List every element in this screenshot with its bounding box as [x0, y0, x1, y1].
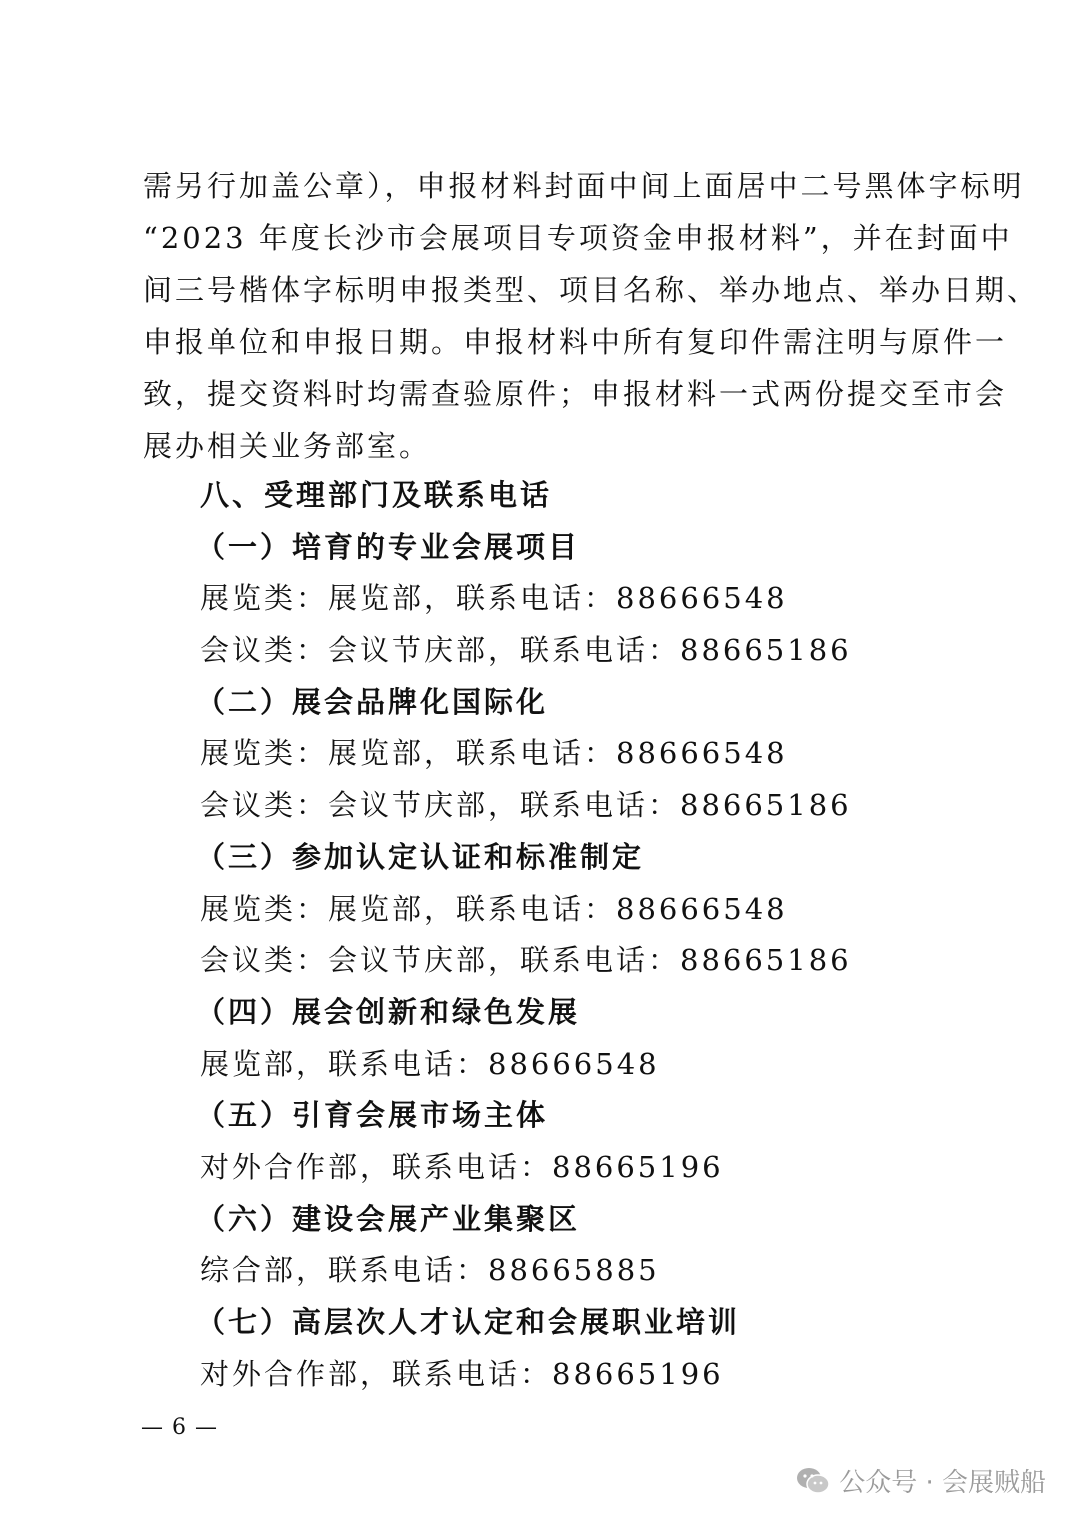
- paragraph-line: 间三号楷体字标明申报类型、项目名称、举办地点、举办日期、: [143, 273, 1040, 307]
- page-number: — 6 —: [141, 1415, 218, 1440]
- contact-line: 展览部，联系电话：88666548: [200, 1046, 660, 1081]
- contact-line: 对外合作部，联系电话：88665196: [200, 1356, 724, 1391]
- watermark: [795, 1462, 1046, 1499]
- paragraph-line: 申报单位和申报日期。申报材料中所有复印件需注明与原件一: [143, 325, 1008, 359]
- subsection-title: （六）建设会展产业集聚区: [196, 1201, 581, 1236]
- contact-line: 会议类：会议节庆部，联系电话：88665186: [200, 788, 852, 823]
- contact-line: 展览类：展览部，联系电话：88666548: [200, 581, 788, 616]
- contact-line: 对外合作部，联系电话：88665196: [200, 1149, 724, 1184]
- watermark-text: 公众号 · 会展贼船: [839, 1468, 1046, 1498]
- wechat-icon: [795, 1466, 831, 1496]
- paragraph-line: 展办相关业务部室。: [143, 429, 432, 463]
- paragraph-line: “2023 年度长沙市会展项目专项资金申报材料”，并在封面中: [143, 221, 1013, 255]
- contact-line: 会议类：会议节庆部，联系电话：88665186: [200, 633, 852, 668]
- subsection-title: （四）展会创新和绿色发展: [196, 994, 581, 1029]
- paragraph-line: 致，提交资料时均需查验原件；申报材料一式两份提交至市会: [143, 377, 1008, 411]
- contact-line: 展览类：展览部，联系电话：88666548: [200, 736, 788, 771]
- contact-line: 综合部，联系电话：88665885: [200, 1253, 660, 1288]
- contact-list: [196, 470, 1000, 1400]
- subsection-title: （三）参加认定认证和标准制定: [196, 839, 645, 874]
- subsection-title: （五）引育会展市场主体: [196, 1098, 549, 1133]
- body-paragraph: [143, 160, 1040, 472]
- section-title: 八、受理部门及联系电话: [200, 478, 553, 512]
- subsection-title: （七）高层次人才认定和会展职业培训: [196, 1305, 741, 1339]
- subsection-title: （一）培育的专业会展项目: [196, 529, 581, 564]
- contact-line: 会议类：会议节庆部，联系电话：88665186: [200, 943, 852, 978]
- paragraph-line: 需另行加盖公章），申报材料封面中间上面居中二号黑体字标明: [143, 169, 1025, 203]
- subsection-title: （二）展会品牌化国际化: [196, 684, 549, 719]
- contact-line: 展览类：展览部，联系电话：88666548: [200, 891, 788, 926]
